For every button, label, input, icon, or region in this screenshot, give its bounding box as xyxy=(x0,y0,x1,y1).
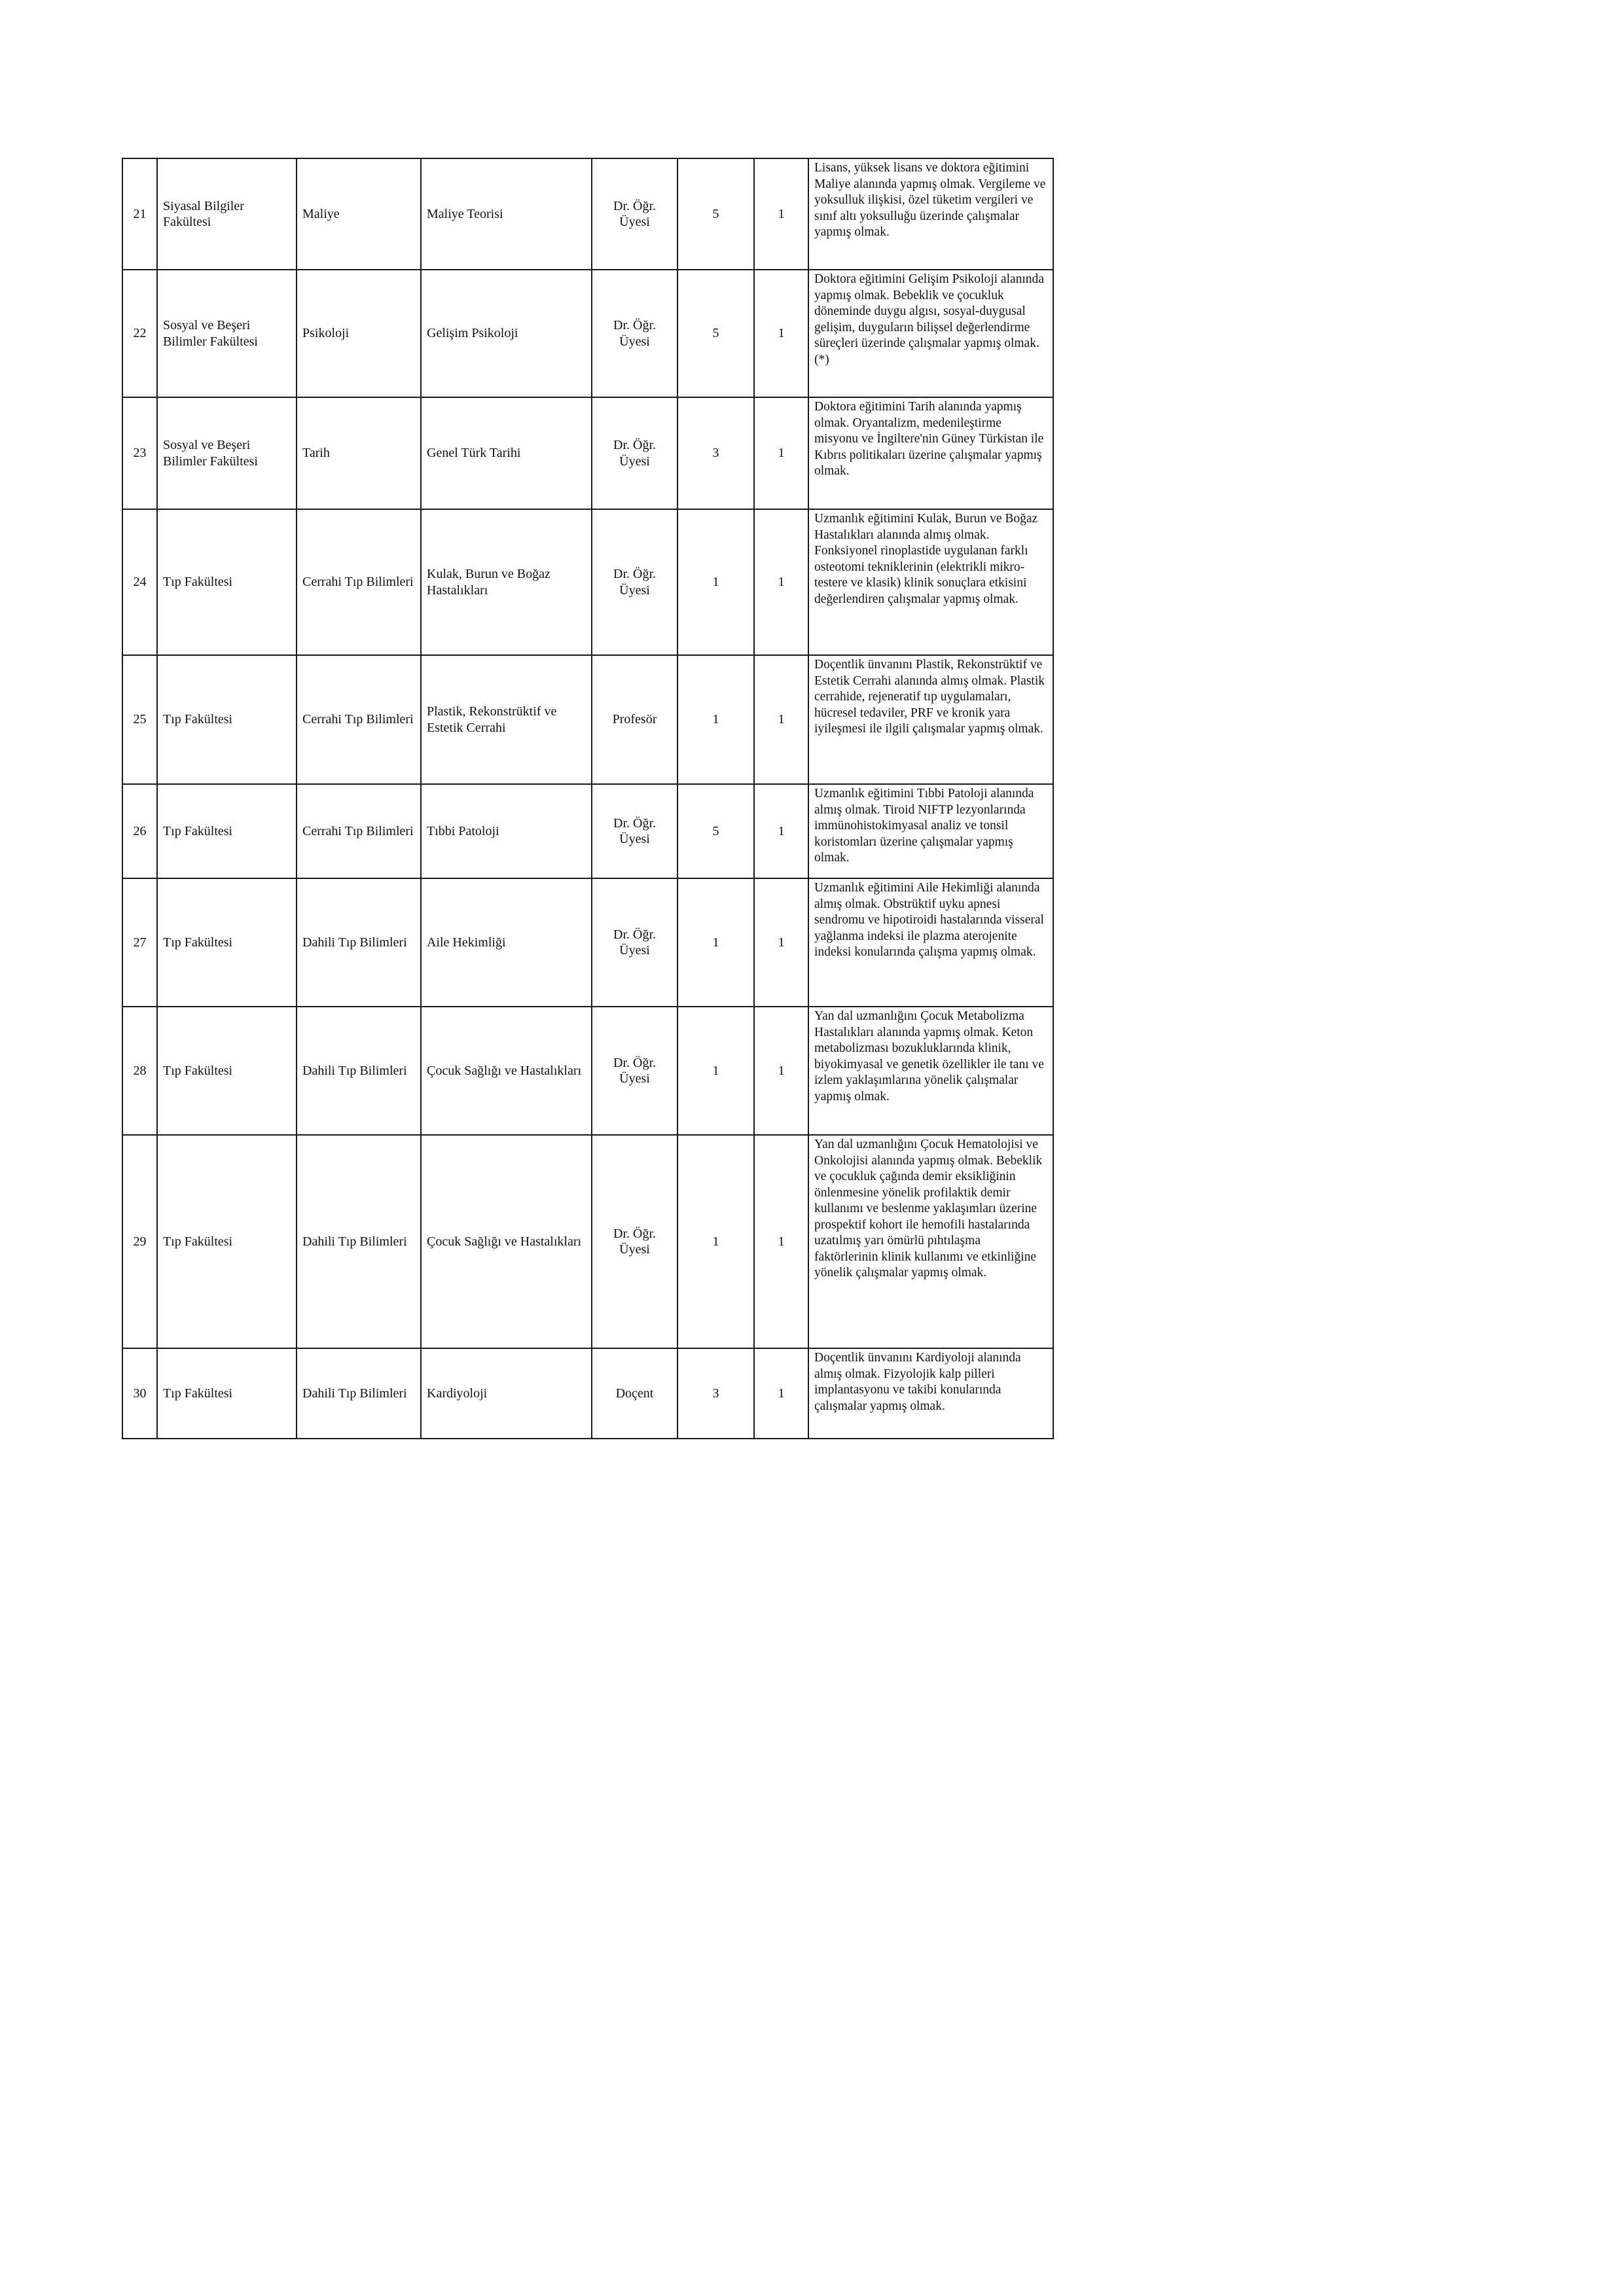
title-cell: Dr. Öğr. Üyesi xyxy=(592,270,677,397)
count-cell: 1 xyxy=(754,270,808,397)
row-number: 25 xyxy=(122,655,157,784)
row-number: 21 xyxy=(122,158,157,270)
table-row xyxy=(122,509,1053,655)
requirement-cell: Uzmanlık eğitimini Tıbbi Patoloji alanında almış olmak. Tiroid NIFTP lezyonlarında immünohistokimyasal analiz ve tonsil koristomları üzerine çalışmalar yapmış olmak. xyxy=(808,784,1053,878)
field-cell: Kardiyoloji xyxy=(421,1348,592,1439)
title-cell: Dr. Öğr. Üyesi xyxy=(592,1135,677,1348)
faculty-cell: Tıp Fakültesi xyxy=(157,1348,297,1439)
title-cell: Dr. Öğr. Üyesi xyxy=(592,1007,677,1135)
department-cell: Dahili Tıp Bilimleri xyxy=(297,878,421,1007)
table-row xyxy=(122,784,1053,878)
department-cell: Dahili Tıp Bilimleri xyxy=(297,1007,421,1135)
table-row xyxy=(122,878,1053,1007)
requirement-cell: Doktora eğitimini Tarih alanında yapmış olmak. Oryantalizm, medenileştirme misyonu ve İngiltere'nin Güney Türkistan ile Kıbrıs politikaları üzerine çalışmalar yapmış olmak. xyxy=(808,397,1053,509)
level-cell: 3 xyxy=(677,397,754,509)
table-row xyxy=(122,655,1053,784)
department-cell: Maliye xyxy=(297,158,421,270)
department-cell: Tarih xyxy=(297,397,421,509)
title-cell: Dr. Öğr. Üyesi xyxy=(592,509,677,655)
count-cell: 1 xyxy=(754,397,808,509)
count-cell: 1 xyxy=(754,1135,808,1348)
count-cell: 1 xyxy=(754,158,808,270)
faculty-cell: Sosyal ve Beşeri Bilimler Fakültesi xyxy=(157,397,297,509)
table-row xyxy=(122,158,1053,270)
title-cell: Profesör xyxy=(592,655,677,784)
level-cell: 5 xyxy=(677,784,754,878)
level-cell: 5 xyxy=(677,270,754,397)
table-row xyxy=(122,397,1053,509)
title-cell: Doçent xyxy=(592,1348,677,1439)
count-cell: 1 xyxy=(754,1348,808,1439)
title-cell: Dr. Öğr. Üyesi xyxy=(592,878,677,1007)
faculty-cell: Siyasal Bilgiler Fakültesi xyxy=(157,158,297,270)
faculty-cell: Tıp Fakültesi xyxy=(157,509,297,655)
department-cell: Dahili Tıp Bilimleri xyxy=(297,1348,421,1439)
field-cell: Çocuk Sağlığı ve Hastalıkları xyxy=(421,1007,592,1135)
field-cell: Kulak, Burun ve Boğaz Hastalıkları xyxy=(421,509,592,655)
department-cell: Cerrahi Tıp Bilimleri xyxy=(297,509,421,655)
department-cell: Dahili Tıp Bilimleri xyxy=(297,1135,421,1348)
level-cell: 1 xyxy=(677,509,754,655)
table-row xyxy=(122,1135,1053,1348)
level-cell: 3 xyxy=(677,1348,754,1439)
requirement-cell: Yan dal uzmanlığını Çocuk Metabolizma Hastalıkları alanında yapmış olmak. Keton metabolizması bozukluklarında klinik, biyokimyasal ve genetik özellikler ile tanı ve izlem yaklaşımlarına yönelik çalışmalar yapmış olmak. xyxy=(808,1007,1053,1135)
requirement-cell: Lisans, yüksek lisans ve doktora eğitimini Maliye alanında yapmış olmak. Vergileme ve yoksulluk ilişkisi, özel tüketim vergileri ve sınıf altı yoksulluğu üzerinde çalışmalar yapmış olmak. xyxy=(808,158,1053,270)
title-cell: Dr. Öğr. Üyesi xyxy=(592,397,677,509)
row-number: 26 xyxy=(122,784,157,878)
table-row xyxy=(122,270,1053,397)
row-number: 28 xyxy=(122,1007,157,1135)
requirement-cell: Uzmanlık eğitimini Kulak, Burun ve Boğaz Hastalıkları alanında almış olmak. Fonksiyonel rinoplastide uygulanan farklı osteotomi tekniklerinin (elektrikli mikro-testere ve klasik) klinik sonuçlara etkisini değerlendiren çalışmalar yapmış olmak. xyxy=(808,509,1053,655)
count-cell: 1 xyxy=(754,784,808,878)
title-cell: Dr. Öğr. Üyesi xyxy=(592,158,677,270)
department-cell: Cerrahi Tıp Bilimleri xyxy=(297,655,421,784)
faculty-cell: Tıp Fakültesi xyxy=(157,1135,297,1348)
faculty-cell: Tıp Fakültesi xyxy=(157,1007,297,1135)
faculty-cell: Tıp Fakültesi xyxy=(157,784,297,878)
department-cell: Cerrahi Tıp Bilimleri xyxy=(297,784,421,878)
title-cell: Dr. Öğr. Üyesi xyxy=(592,784,677,878)
field-cell: Gelişim Psikoloji xyxy=(421,270,592,397)
level-cell: 1 xyxy=(677,878,754,1007)
requirement-cell: Doktora eğitimini Gelişim Psikoloji alanında yapmış olmak. Bebeklik ve çocukluk döneminde duygu algısı, sosyal-duygusal gelişim, duyguların bilişsel değerlendirme süreçleri üzerinde çalışmalar yapmış olmak.(*) xyxy=(808,270,1053,397)
requirement-cell: Doçentlik ünvanını Kardiyoloji alanında almış olmak. Fizyolojik kalp pilleri implantasyonu ve takibi konularında çalışmalar yapmış olmak. xyxy=(808,1348,1053,1439)
row-number: 30 xyxy=(122,1348,157,1439)
row-number: 24 xyxy=(122,509,157,655)
field-cell: Genel Türk Tarihi xyxy=(421,397,592,509)
level-cell: 1 xyxy=(677,1007,754,1135)
count-cell: 1 xyxy=(754,509,808,655)
table-row xyxy=(122,1348,1053,1439)
row-number: 23 xyxy=(122,397,157,509)
requirement-cell: Yan dal uzmanlığını Çocuk Hematolojisi ve Onkolojisi alanında yapmış olmak. Bebeklik ve çocukluk çağında demir eksikliğinin önlenmesine yönelik profilaktik demir kullanımı ve beslenme yaklaşımları üzerine prospektif kohort ile hemofili hastalarında uzatılmış yarı ömürlü pıhtılaşma faktörlerinin klinik kullanımı ve etkinliğine yönelik çalışmalar yapmış olmak. xyxy=(808,1135,1053,1348)
table-row xyxy=(122,1007,1053,1135)
faculty-cell: Sosyal ve Beşeri Bilimler Fakültesi xyxy=(157,270,297,397)
field-cell: Aile Hekimliği xyxy=(421,878,592,1007)
level-cell: 1 xyxy=(677,1135,754,1348)
row-number: 29 xyxy=(122,1135,157,1348)
row-number: 22 xyxy=(122,270,157,397)
row-number: 27 xyxy=(122,878,157,1007)
requirement-cell: Uzmanlık eğitimini Aile Hekimliği alanında almış olmak. Obstrüktif uyku apnesi sendromu ve hipotiroidi hastalarında visseral yağlanma indeksi ile plazma aterojenite indeksi konularında çalışma yapmış olmak. xyxy=(808,878,1053,1007)
faculty-cell: Tıp Fakültesi xyxy=(157,655,297,784)
level-cell: 1 xyxy=(677,655,754,784)
count-cell: 1 xyxy=(754,878,808,1007)
level-cell: 5 xyxy=(677,158,754,270)
field-cell: Maliye Teorisi xyxy=(421,158,592,270)
field-cell: Plastik, Rekonstrüktif ve Estetik Cerrahi xyxy=(421,655,592,784)
count-cell: 1 xyxy=(754,655,808,784)
academic-positions-table xyxy=(122,158,1054,1439)
count-cell: 1 xyxy=(754,1007,808,1135)
field-cell: Tıbbi Patoloji xyxy=(421,784,592,878)
faculty-cell: Tıp Fakültesi xyxy=(157,878,297,1007)
department-cell: Psikoloji xyxy=(297,270,421,397)
field-cell: Çocuk Sağlığı ve Hastalıkları xyxy=(421,1135,592,1348)
requirement-cell: Doçentlik ünvanını Plastik, Rekonstrüktif ve Estetik Cerrahi alanında almış olmak. Plastik cerrahide, rejeneratif tıp uygulamaları, hücresel tedaviler, PRF ve kronik yara iyileşmesi ile ilgili çalışmalar yapmış olmak. xyxy=(808,655,1053,784)
